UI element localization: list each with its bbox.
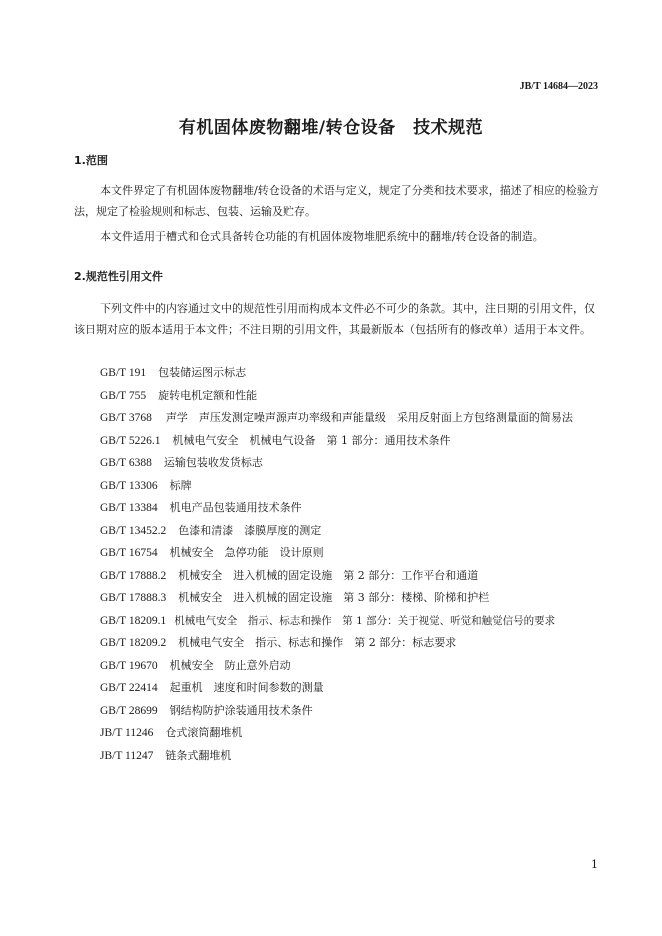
reference-item [100,703,605,719]
reference-code: GB/T 5226.1 [100,434,161,447]
reference-code: GB/T 3768 [100,412,152,424]
reference-item [100,500,605,516]
reference-code: GB/T 13306 [100,479,158,492]
reference-item [100,590,605,606]
reference-code: GB/T 13452.2 [100,524,167,537]
reference-title: 机械安全 防止意外启动 [169,658,291,672]
reference-code: GB/T 13384 [100,502,158,514]
reference-item [100,388,605,404]
reference-title: 仓式滚筒翻堆机 [165,726,243,739]
reference-item [100,725,605,741]
reference-code: GB/T 6388 [100,457,152,469]
reference-code: JB/T 11247 [100,749,154,762]
section-heading-normative-references: 2.规范性引用文件 [74,270,163,283]
section-heading-scope: 1.范围 [74,154,108,167]
reference-code: GB/T 22414 [100,682,158,694]
reference-item [100,433,605,449]
reference-item [100,568,605,584]
reference-code: GB/T 17888.2 [100,569,167,582]
scope-paragraph-2: 本文件适用于槽式和仓式具备转仓功能的有机固体废物堆肥系统中的翻堆/转仓设备的制造。 [100,230,544,243]
reference-code: GB/T 17888.3 [100,592,167,604]
reference-item [100,635,605,651]
reference-item [100,680,605,696]
reference-title: 机电产品包装通用技术条件 [169,501,302,514]
reference-item [100,613,605,629]
reference-list [100,365,605,770]
reference-title: 机械电气安全 指示、标志和操作 第 1 部分：关于视觉、听觉和触觉信号的要求 [174,614,556,627]
references-intro-paragraph: 下列文件中的内容通过文中的规范性引用而构成本文件必不可少的条款。其中，注日期的引用文件，仅该日期对应的版本适用于本文件；不注日期的引用文件，其最新版本（包括所有的修改单）适用于本文件。 [74,302,595,336]
reference-code: GB/T 16754 [100,547,158,559]
reference-title: 旋转电机定额和性能 [158,388,258,402]
reference-title: 标牌 [169,478,192,492]
page-number: 1 [591,858,598,871]
reference-code: GB/T 18209.2 [100,637,167,649]
reference-code: GB/T 28699 [100,704,158,717]
document-title: 有机固体废物翻堆/转仓设备 技术规范 [178,118,484,138]
reference-title: 机械安全 进入机械的固定设施 第 2 部分：工作平台和通道 [178,568,479,582]
reference-code: GB/T 19670 [100,659,158,672]
reference-title: 起重机 速度和时间参数的测量 [169,681,324,694]
scope-paragraph-1: 本文件界定了有机固体废物翻堆/转仓设备的术语与定义，规定了分类和技术要求，描述了相应的检验方法，规定了检验规则和标志、包装、运输及贮存。 [74,184,599,218]
reference-item [100,478,605,494]
reference-title: 包装储运图示标志 [158,366,247,379]
reference-item [100,455,605,471]
reference-item [100,748,605,764]
reference-item [100,523,605,539]
reference-item [100,365,605,381]
reference-title: 机械电气安全 机械电气设备 第 1 部分：通用技术条件 [172,433,451,447]
reference-title: 机械电气安全 指示、标志和操作 第 2 部分：标志要求 [178,636,457,649]
reference-code: JB/T 11246 [100,727,154,739]
reference-title: 声学 声压发测定噪声源声功率级和声能量级 采用反射面上方包络测量面的简易法 [165,411,573,424]
reference-item [100,410,605,426]
reference-code: GB/T 755 [100,389,147,402]
reference-title: 钢结构防护涂装通用技术条件 [169,703,313,717]
reference-title: 链条式翻堆机 [165,748,232,762]
reference-item [100,658,605,674]
reference-code: GB/T 18209.1 [100,614,167,627]
reference-title: 机械安全 进入机械的固定设施 第 3 部分：楼梯、阶梯和护栏 [178,591,490,604]
reference-item [100,545,605,561]
reference-title: 机械安全 急停功能 设计原则 [169,546,324,559]
reference-code: GB/T 191 [100,367,147,379]
reference-title: 运输包装收发货标志 [163,456,263,469]
standard-code: JB/T 14684—2023 [519,81,598,92]
reference-title: 色漆和清漆 漆膜厚度的测定 [178,523,322,537]
